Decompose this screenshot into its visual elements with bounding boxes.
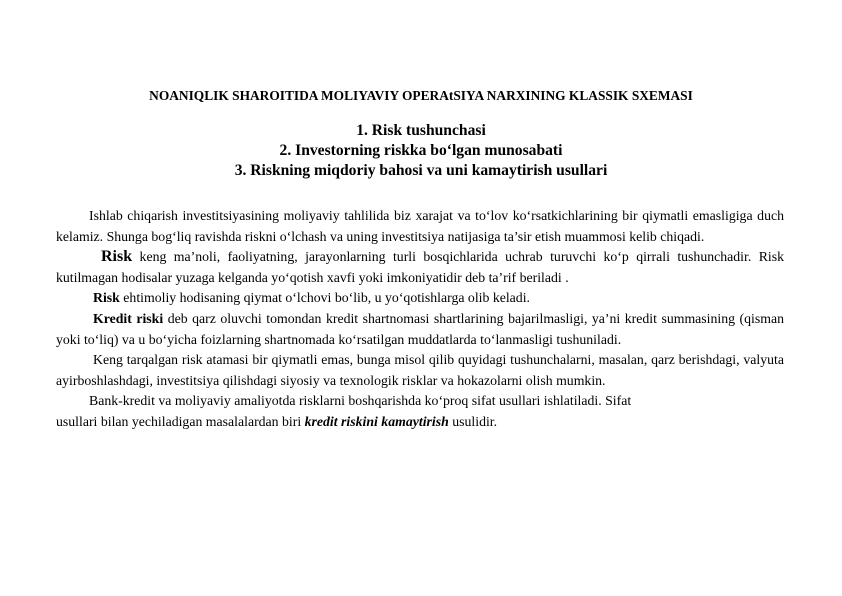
outline-item-3: 3. Riskning miqdoriy bahosi va uni kamaytirish usullari: [234, 162, 608, 179]
paragraph-quality-methods-line2: usullari bilan yechiladigan masalalardan biri: [56, 413, 305, 429]
paragraph-quality-methods-end: usulidir.: [448, 413, 498, 429]
paragraph-risk-definition-text: keng ma’noli, faoliyatning, jarayonlarning turli bosqichlarida uchrab turuvchi ko‘p qirrali tushunchadir. Risk kutilmagan hodisalar yuzaga kelganda yo‘qotish xavfi yoki imkoniyatidir deb ta’rif beriladi .: [56, 249, 784, 285]
paragraph-credit-risk-text: deb qarz oluvchi tomondan kredit shartnomasi shartlarining bajarilmasligi, ya’ni kredit summasining (qisman yoki to‘liq) va u bo‘yicha foizlarning shartnomada ko‘rsatilgan muddatlarda to‘lanmasligi tushuniladi.: [56, 310, 784, 347]
term-credit-risk: Kredit riski: [93, 310, 164, 326]
paragraph-quality-methods: [56, 391, 784, 432]
topic-outline: [0, 121, 842, 181]
emphasis-credit-risk-reduction: kredit riskini kamaytirish: [304, 413, 449, 429]
paragraph-risk-definition: [56, 247, 784, 288]
paragraph-credit-risk: [56, 309, 784, 350]
term-risk-measure: Risk: [93, 290, 120, 306]
paragraph-risk-measure-text: ehtimoliy hodisaning qiymat o‘lchovi bo‘lib, u yo‘qotishlarga olib keladi.: [119, 290, 530, 306]
term-risk: Risk: [101, 248, 133, 266]
paragraph-intro: Ishlab chiqarish investitsiyasining moliyaviy tahlilida biz xarajat va to‘lov ko‘rsatkichlarining bir qiymatli emasligiga duch kelamiz. Shunga bog‘liq ravishda riskni o‘lchash va uning investitsiya natijasiga ta’sir etish muammosi kelib chiqadi.: [56, 208, 784, 244]
outline-item-2: 2. Investorning riskka bo‘lgan munosabati: [279, 142, 563, 159]
outline-item-1: 1. Risk tushunchasi: [356, 122, 486, 139]
paragraph-quality-methods-line1: Bank-kredit va moliyaviy amaliyotda risklarni boshqarishda ko‘proq sifat usullari ishlatiladi. Sifat: [89, 393, 632, 409]
paragraph-risk-measure: [56, 288, 784, 309]
document-body: [56, 206, 784, 433]
document-title: NOANIQLIK SHAROITIDA MOLIYAVIY OPERAtSIYA NARXINING KLASSIK SXEMASI: [149, 88, 693, 103]
paragraph-risk-types: Keng tarqalgan risk atamasi bir qiymatli emas, bunga misol qilib quyidagi tushunchalarni, masalan, qarz berishdagi, valyuta ayirboshlashdagi, investitsiya qilishdagi siyosiy va texnologik risklar va hokazolarni olish mumkin.: [56, 352, 784, 388]
